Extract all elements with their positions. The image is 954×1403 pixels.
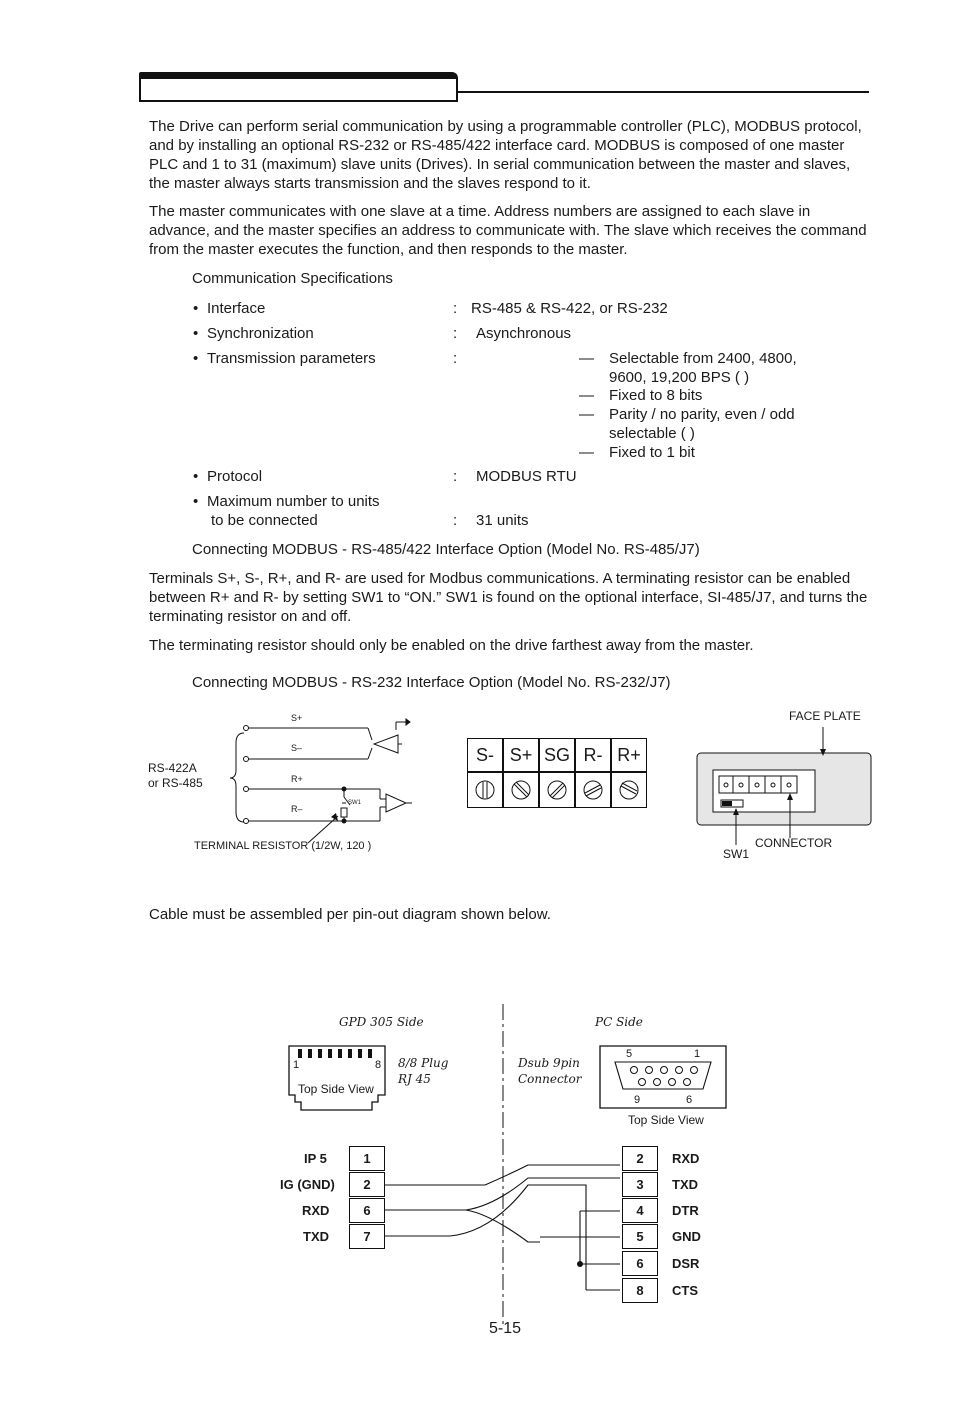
spec-interface-label: Interface xyxy=(207,300,266,317)
dash: — xyxy=(579,444,594,461)
bullet: • xyxy=(193,325,199,342)
spec-trans-line5: selectable ( ) xyxy=(609,425,695,442)
rj-pin8: 8 xyxy=(375,1059,382,1071)
pin-box: 3 xyxy=(622,1172,658,1197)
pin-box: 4 xyxy=(622,1198,658,1223)
spec-sync-value: Asynchronous xyxy=(476,325,572,342)
dsub-top-side-view: Top Side View xyxy=(628,1113,704,1127)
pin-label-cts: CTS xyxy=(672,1283,698,1298)
master-paragraph: The master communicates with one slave at a time. Address numbers are assigned to each slave in advance, and the master specifies an address to communicate with. The slave which receives the command from the master executes the function, and then responds to the master. xyxy=(149,203,867,258)
spec-trans-line1: Selectable from 2400, 4800, xyxy=(609,350,797,367)
rs485-heading: Connecting MODBUS - RS-485/422 Interface Option (Model No. RS-485/J7) xyxy=(192,541,700,558)
rj-top-side-view: Top Side View xyxy=(298,1082,374,1096)
rs232-heading: Connecting MODBUS - RS-232 Interface Option (Model No. RS-232/J7) xyxy=(192,674,671,691)
label-face-plate: FACE PLATE xyxy=(789,709,861,723)
spec-protocol-value: MODBUS RTU xyxy=(476,468,577,485)
label-r-plus: R+ xyxy=(291,774,303,784)
label-s-plus: S+ xyxy=(291,713,303,723)
dsub-pin9: 9 xyxy=(634,1094,641,1106)
screw-icon xyxy=(611,772,647,808)
spec-trans-line4: Parity / no parity, even / odd xyxy=(609,406,795,423)
dsub-pin5: 5 xyxy=(626,1048,633,1060)
pin-label-dsr: DSR xyxy=(672,1256,700,1271)
dsub-pin1: 1 xyxy=(694,1048,701,1060)
spec-trans-line3: Fixed to 8 bits xyxy=(609,387,703,404)
header-rule xyxy=(458,91,869,93)
cable-wiring-drawing xyxy=(270,1000,740,1330)
pin-label-rxd: RXD xyxy=(672,1151,700,1166)
label-s-minus: S– xyxy=(291,743,303,753)
pin-box: 6 xyxy=(349,1198,385,1223)
colon: : xyxy=(453,468,458,485)
page-number: 5-15 xyxy=(489,1320,522,1337)
screw-icon xyxy=(539,772,575,808)
label-or-rs485: or RS-485 xyxy=(148,776,203,790)
bullet: • xyxy=(193,350,199,367)
dsub-pin6: 6 xyxy=(686,1094,693,1106)
terminal-r-plus: R+ xyxy=(611,738,647,772)
bullet: • xyxy=(193,493,199,510)
label-connector: CONNECTOR xyxy=(755,836,833,850)
pin-box: 1 xyxy=(349,1146,385,1171)
spec-interface-value: RS-485 & RS-422, or RS-232 xyxy=(471,300,668,317)
spec-trans-line2: 9600, 19,200 BPS ( ) xyxy=(609,369,750,386)
rj-pin1: 1 xyxy=(293,1059,300,1071)
header-title-box xyxy=(139,72,458,102)
label-terminal-resistor: TERMINAL RESISTOR (1/2W, 120 ) xyxy=(194,840,372,852)
label-pc-side: PC Side xyxy=(595,1015,643,1029)
label-dsub: Dsub 9pin xyxy=(518,1056,580,1070)
spec-protocol-label: Protocol xyxy=(207,468,263,485)
rs422-schematic xyxy=(140,700,440,865)
spec-sync-label: Synchronization xyxy=(207,325,314,342)
colon: : xyxy=(453,300,458,317)
pin-label-rxd: RXD xyxy=(302,1203,330,1218)
spec-trans-label: Transmission parameters xyxy=(207,350,376,367)
dash: — xyxy=(579,350,594,367)
pin-box: 5 xyxy=(622,1224,658,1249)
label-rj45-plug: 8/8 Plug xyxy=(398,1056,449,1070)
spec-trans-line6: Fixed to 1 bit xyxy=(609,444,695,461)
bullet: • xyxy=(193,300,199,317)
colon: : xyxy=(453,325,458,342)
pin-box: 2 xyxy=(349,1172,385,1197)
cable-pinout-diagram xyxy=(270,1000,740,1330)
intro-paragraph: The Drive can perform serial communication by using a programmable controller (PLC), MODBUS protocol, and by installing an optional RS-232 or RS-485/422 interface card. MODBUS is composed of one master PLC and 1 to 31 (maximum) slave units (Drives). In serial communication between the master and slaves, the master always starts transmission and the slaves respond to it. xyxy=(149,118,862,192)
screw-icon xyxy=(467,772,503,808)
label-sw1: SW1 xyxy=(723,847,750,861)
terminal-r-minus: R- xyxy=(575,738,611,772)
pin-box: 8 xyxy=(622,1278,658,1303)
pin-box: 7 xyxy=(349,1224,385,1249)
dash: — xyxy=(579,387,594,404)
terminals-paragraph: Terminals S+, S-, R+, and R- are used for Modbus communications. A terminating resistor can be enabled between R+ and R- by setting SW1 to “ON.” SW1 is found on the optional interface, SI-485/J7, and turns the terminating resistor on and off. xyxy=(149,570,868,625)
cable-paragraph: Cable must be assembled per pin-out diagram shown below. xyxy=(149,906,551,923)
terminal-s-plus: S+ xyxy=(503,738,539,772)
spec-max-label2: to be connected xyxy=(211,512,318,529)
colon: : xyxy=(453,512,458,529)
pin-label-txd: TXD xyxy=(672,1177,698,1192)
pin-label-txd: TXD xyxy=(303,1229,329,1244)
terminal-s-minus: S- xyxy=(467,738,503,772)
bullet: • xyxy=(193,468,199,485)
colon: : xyxy=(453,350,458,367)
specs-heading: Communication Specifications xyxy=(192,270,393,287)
terminal-block xyxy=(467,738,651,811)
resistor-paragraph: The terminating resistor should only be enabled on the drive farthest away from the master. xyxy=(149,637,754,654)
pin-box: 2 xyxy=(622,1146,658,1171)
pin-box: 6 xyxy=(622,1251,658,1276)
label-rj45: RJ 45 xyxy=(398,1072,431,1086)
label-dsub-connector: Connector xyxy=(518,1072,582,1086)
pin-label-dtr: DTR xyxy=(672,1203,699,1218)
label-rs422a: RS-422A xyxy=(148,761,197,775)
screw-icon xyxy=(575,772,611,808)
dash: — xyxy=(579,406,594,423)
pin-label-ig-gnd: IG (GND) xyxy=(280,1177,335,1192)
label-r-minus: R– xyxy=(291,804,303,814)
screw-icon xyxy=(503,772,539,808)
pin-label-ip5: IP 5 xyxy=(304,1151,327,1166)
label-sw1-small: SW1 xyxy=(348,800,362,806)
terminal-sg: SG xyxy=(539,738,575,772)
label-gpd-side: GPD 305 Side xyxy=(339,1015,424,1029)
spec-max-value: 31 units xyxy=(476,512,529,529)
pin-label-gnd: GND xyxy=(672,1229,701,1244)
face-plate-figure xyxy=(690,705,880,865)
spec-max-label1: Maximum number to units xyxy=(207,493,380,510)
